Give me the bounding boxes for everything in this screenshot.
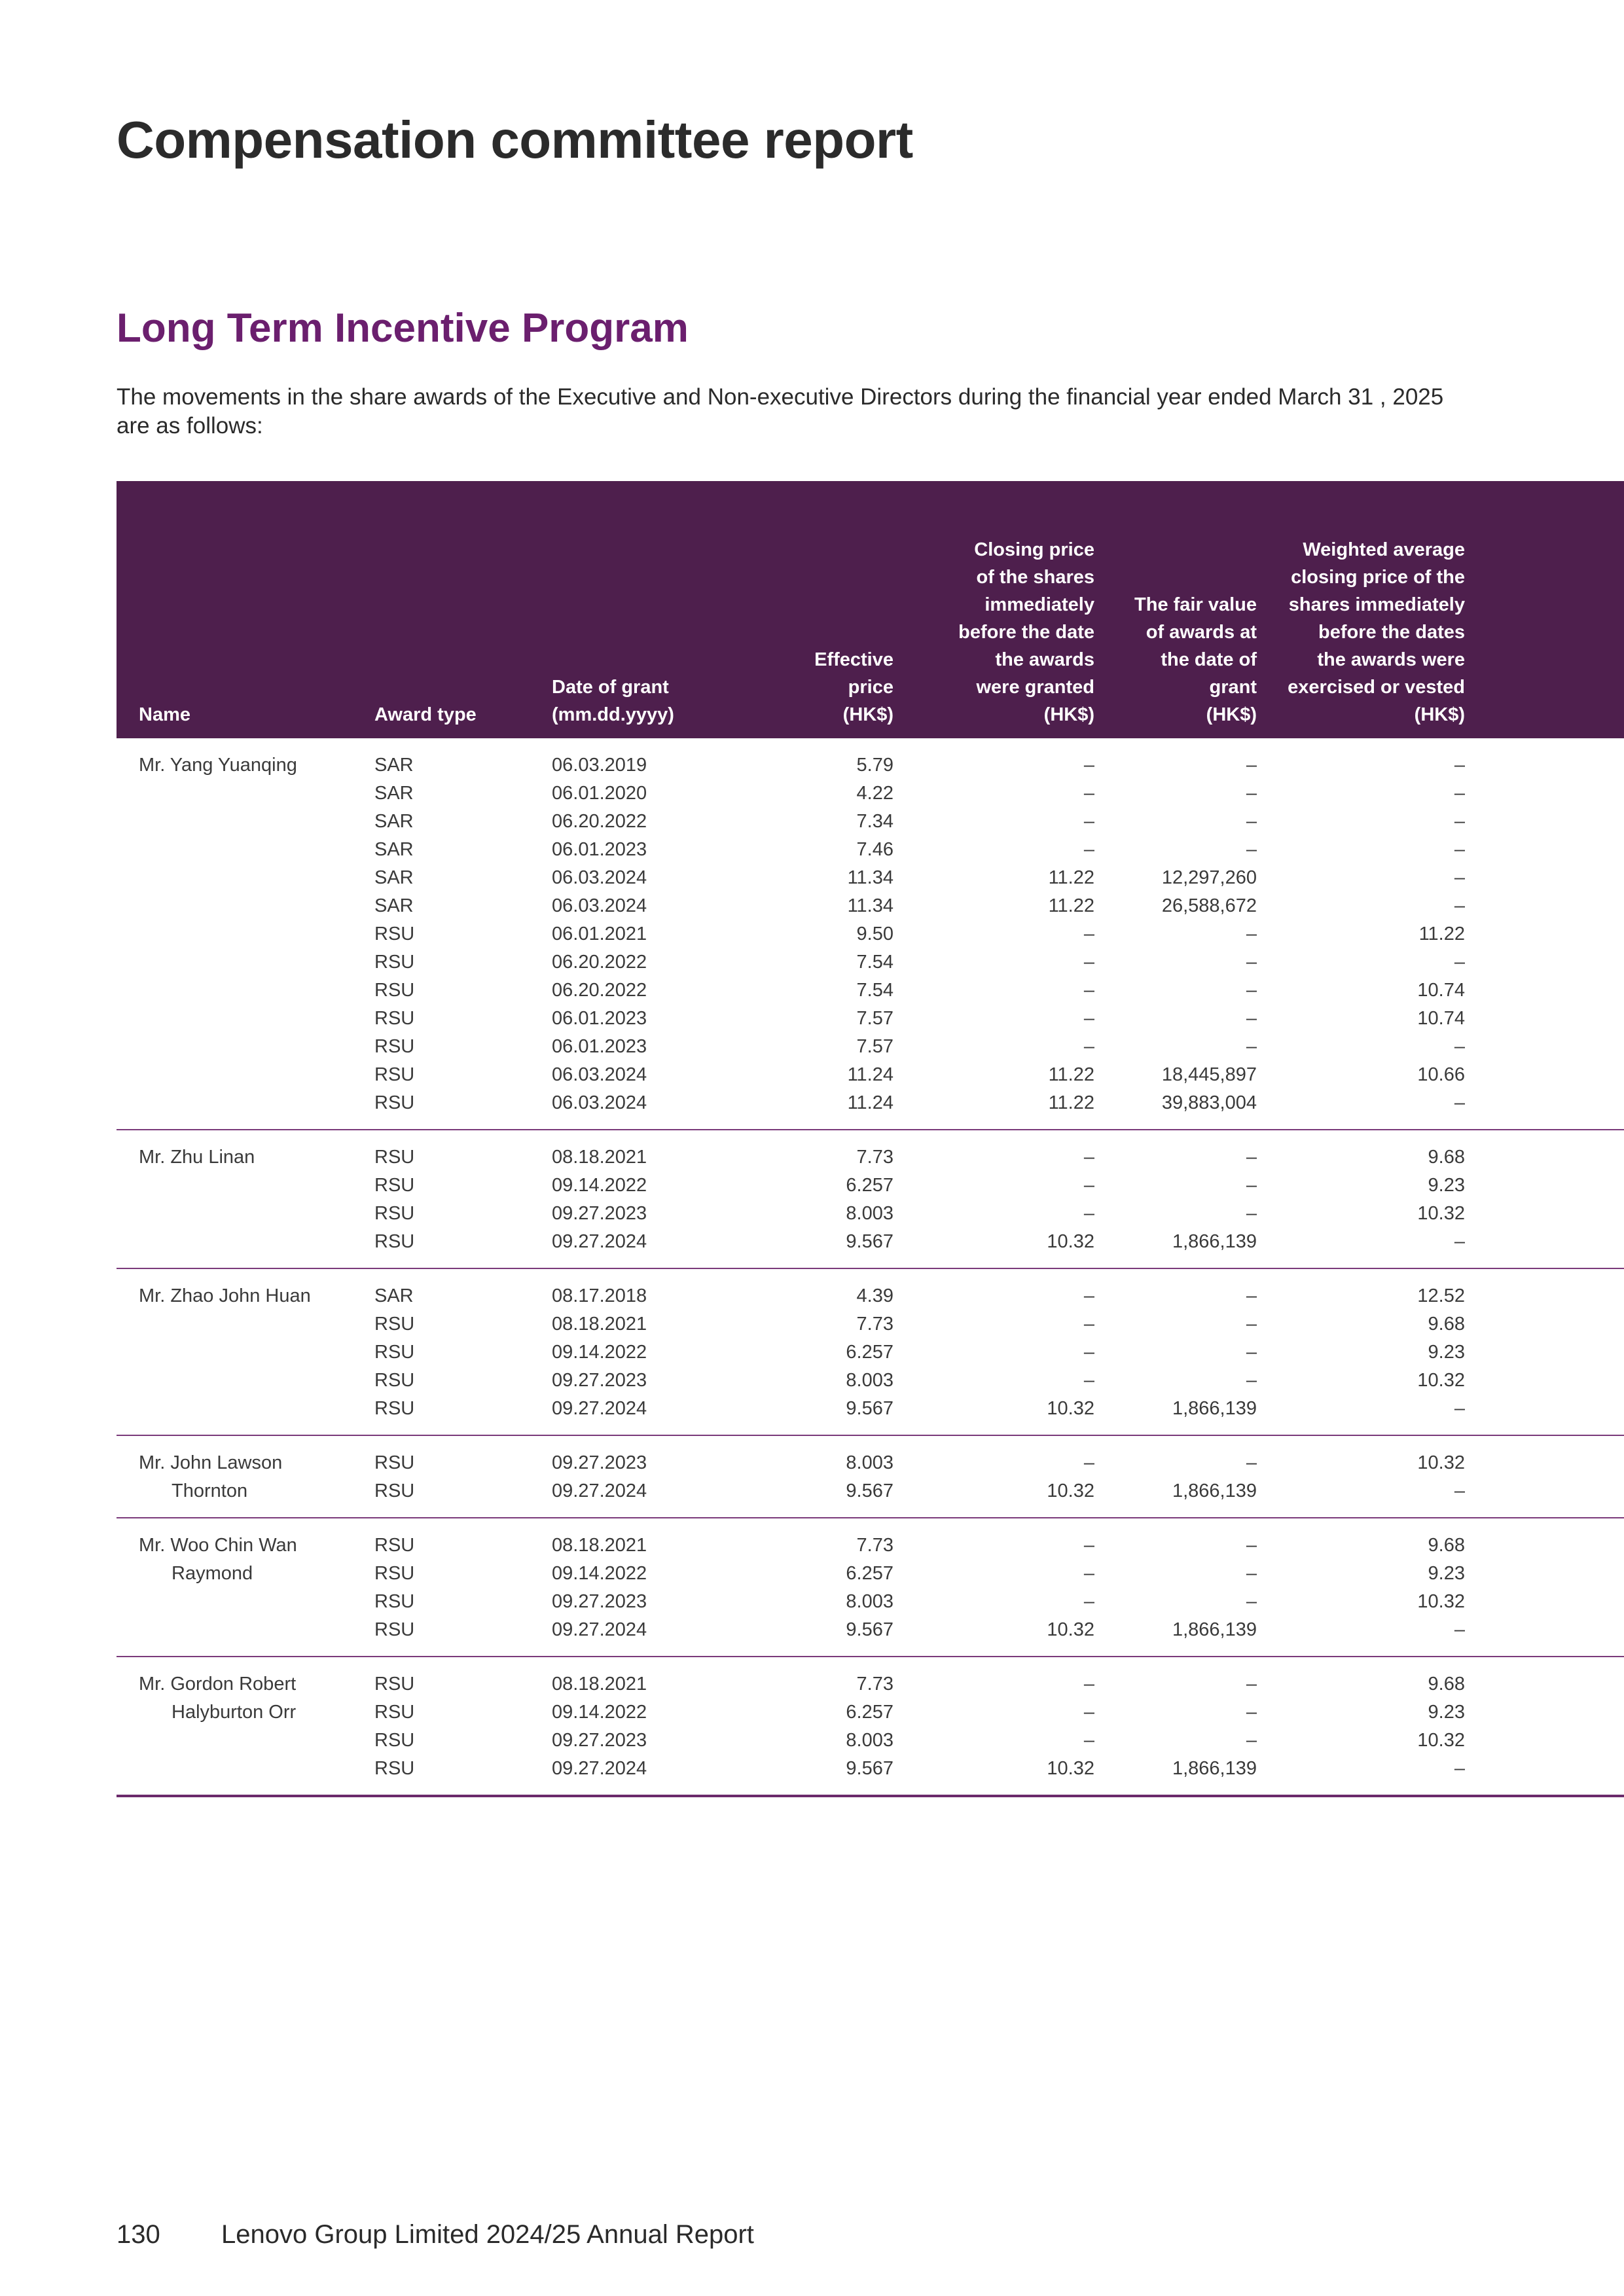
table-row	[117, 1698, 1624, 1727]
closing-price-cell: –	[1083, 1563, 1094, 1584]
director-name-line2: Raymond	[171, 1563, 253, 1584]
fair-value-cell: –	[1246, 1370, 1257, 1391]
effective-price-cell: 9.567	[846, 1480, 893, 1501]
effective-price-cell: 6.257	[846, 1702, 893, 1723]
effective-price-cell: 9.567	[846, 1619, 893, 1640]
table-row	[117, 1061, 1624, 1089]
grant-date-cell: 08.18.2021	[552, 1147, 647, 1168]
grant-date-cell: 09.27.2023	[552, 1591, 647, 1612]
weighted-average-cell: 12.52	[1417, 1285, 1465, 1306]
grant-date-cell: 09.27.2023	[552, 1730, 647, 1751]
closing-price-cell: 10.32	[1047, 1619, 1094, 1640]
award-type-cell: RSU	[374, 1398, 415, 1419]
fair-value-cell: –	[1246, 1730, 1257, 1751]
table-row	[117, 1172, 1624, 1200]
closing-price-cell: –	[1083, 1285, 1094, 1306]
award-type-cell: RSU	[374, 1342, 415, 1363]
effective-price-cell: 9.567	[846, 1398, 893, 1419]
closing-price-cell: –	[1083, 1147, 1094, 1168]
effective-price-cell: 4.39	[856, 1285, 893, 1306]
fair-value-cell: –	[1246, 1674, 1257, 1695]
closing-price-cell: –	[1083, 1535, 1094, 1556]
page-footer	[117, 2220, 754, 2250]
grant-date-cell: 06.03.2024	[552, 867, 647, 888]
grant-date-cell: 06.03.2024	[552, 895, 647, 916]
award-type-cell: RSU	[374, 924, 415, 944]
table-row	[117, 1228, 1624, 1256]
table-row	[117, 808, 1624, 836]
header-date-of-grant: Date of grant (mm.dd.yyyy)	[552, 677, 674, 725]
award-type-cell: RSU	[374, 1758, 415, 1779]
fair-value-cell: 1,866,139	[1172, 1231, 1257, 1252]
weighted-average-cell: –	[1454, 1231, 1465, 1252]
closing-price-cell: –	[1083, 1036, 1094, 1057]
grant-date-cell: 09.27.2023	[552, 1452, 647, 1473]
effective-price-cell: 7.73	[856, 1314, 893, 1335]
fair-value-cell: 26,588,672	[1161, 895, 1257, 916]
weighted-average-cell: 9.68	[1428, 1314, 1465, 1335]
table-row	[117, 892, 1624, 920]
award-type-cell: SAR	[374, 895, 414, 916]
fair-value-cell: –	[1246, 839, 1257, 860]
fair-value-cell: 12,297,260	[1161, 867, 1257, 888]
grant-date-cell: 09.14.2022	[552, 1563, 647, 1584]
table-row	[117, 1367, 1624, 1395]
award-type-cell: RSU	[374, 1535, 415, 1556]
weighted-average-cell: –	[1454, 1758, 1465, 1779]
table-row	[117, 1616, 1624, 1644]
closing-price-cell: –	[1083, 1314, 1094, 1335]
fair-value-cell: –	[1246, 1563, 1257, 1584]
weighted-average-cell: 10.74	[1417, 1008, 1465, 1029]
award-type-cell: RSU	[374, 1563, 415, 1584]
grant-date-cell: 06.03.2024	[552, 1064, 647, 1085]
table-row	[117, 977, 1624, 1005]
director-group	[117, 1657, 1624, 1797]
effective-price-cell: 7.73	[856, 1147, 893, 1168]
grant-date-cell: 09.27.2024	[552, 1480, 647, 1501]
fair-value-cell: –	[1246, 1285, 1257, 1306]
grant-date-cell: 06.20.2022	[552, 952, 647, 973]
closing-price-cell: –	[1083, 755, 1094, 776]
fair-value-cell: –	[1246, 1702, 1257, 1723]
fair-value-cell: –	[1246, 783, 1257, 804]
header-effective-price: Effective price (HK$)	[814, 649, 893, 725]
award-type-cell: RSU	[374, 1452, 415, 1473]
effective-price-cell: 6.257	[846, 1342, 893, 1363]
weighted-average-cell: 10.32	[1417, 1730, 1465, 1751]
table-row	[117, 1089, 1624, 1117]
grant-date-cell: 09.27.2024	[552, 1231, 647, 1252]
grant-date-cell: 06.20.2022	[552, 980, 647, 1001]
closing-price-cell: 11.22	[1048, 1092, 1094, 1113]
header-name: Name	[139, 704, 190, 725]
fair-value-cell: –	[1246, 1342, 1257, 1363]
effective-price-cell: 5.79	[856, 755, 893, 776]
weighted-average-cell: –	[1454, 867, 1465, 888]
fair-value-cell: –	[1246, 1203, 1257, 1224]
director-name-line2: Thornton	[171, 1480, 248, 1501]
director-group	[117, 1436, 1624, 1518]
effective-price-cell: 7.57	[856, 1008, 893, 1029]
table-row	[117, 1477, 1624, 1505]
closing-price-cell: 10.32	[1047, 1480, 1094, 1501]
weighted-average-cell: 9.23	[1428, 1175, 1465, 1196]
fair-value-cell: –	[1246, 1036, 1257, 1057]
award-type-cell: RSU	[374, 1036, 415, 1057]
header-fair-value: The fair value of awards at the date of grant (HK$)	[1134, 594, 1257, 725]
effective-price-cell: 8.003	[846, 1370, 893, 1391]
section-title: Long Term Incentive Program	[117, 306, 689, 351]
weighted-average-cell: 10.32	[1417, 1591, 1465, 1612]
table-row	[117, 948, 1624, 977]
effective-price-cell: 9.567	[846, 1758, 893, 1779]
closing-price-cell: –	[1083, 1452, 1094, 1473]
weighted-average-cell: –	[1454, 1092, 1465, 1113]
table-row	[117, 1282, 1624, 1310]
grant-date-cell: 09.14.2022	[552, 1342, 647, 1363]
fair-value-cell: –	[1246, 1535, 1257, 1556]
closing-price-cell: –	[1083, 1175, 1094, 1196]
closing-price-cell: –	[1083, 1591, 1094, 1612]
closing-price-cell: –	[1083, 924, 1094, 944]
effective-price-cell: 6.257	[846, 1175, 893, 1196]
effective-price-cell: 4.22	[856, 783, 893, 804]
award-type-cell: RSU	[374, 1092, 415, 1113]
table-row	[117, 1727, 1624, 1755]
weighted-average-cell: –	[1454, 839, 1465, 860]
award-type-cell: RSU	[374, 1370, 415, 1391]
effective-price-cell: 7.46	[856, 839, 893, 860]
header-closing-price: Closing price of the shares immediately before the date the awards were granted (HK$)	[958, 539, 1094, 725]
weighted-average-cell: 10.66	[1417, 1064, 1465, 1085]
fair-value-cell: –	[1246, 1008, 1257, 1029]
grant-date-cell: 08.18.2021	[552, 1535, 647, 1556]
award-type-cell: SAR	[374, 867, 414, 888]
table-row	[117, 1310, 1624, 1338]
director-group	[117, 1130, 1624, 1269]
table-row	[117, 751, 1624, 780]
fair-value-cell: –	[1246, 952, 1257, 973]
weighted-average-cell: 9.68	[1428, 1535, 1465, 1556]
closing-price-cell: 11.22	[1048, 895, 1094, 916]
fair-value-cell: –	[1246, 1452, 1257, 1473]
table-row	[117, 1670, 1624, 1698]
director-group	[117, 1518, 1624, 1657]
weighted-average-cell: –	[1454, 811, 1465, 832]
fair-value-cell: –	[1246, 1147, 1257, 1168]
closing-price-cell: 11.22	[1048, 1064, 1094, 1085]
weighted-average-cell: –	[1454, 1398, 1465, 1419]
fair-value-cell: –	[1246, 811, 1257, 832]
table-row	[117, 1560, 1624, 1588]
director-name-line1: Mr. Woo Chin Wan	[139, 1535, 297, 1556]
closing-price-cell: –	[1083, 839, 1094, 860]
weighted-average-cell: –	[1454, 1480, 1465, 1501]
header-weighted-average: Weighted average closing price of the shares immediately before the dates the awards were exercised or vested (HK$)	[1288, 539, 1465, 725]
award-type-cell: SAR	[374, 811, 414, 832]
table-row	[117, 920, 1624, 948]
closing-price-cell: –	[1083, 1342, 1094, 1363]
report-title: Lenovo Group Limited 2024/25 Annual Report	[221, 2220, 754, 2249]
table-row	[117, 1005, 1624, 1033]
grant-date-cell: 06.01.2023	[552, 839, 647, 860]
table-row	[117, 1588, 1624, 1616]
effective-price-cell: 6.257	[846, 1563, 893, 1584]
award-type-cell: SAR	[374, 839, 414, 860]
table-body	[117, 738, 1624, 1797]
award-type-cell: SAR	[374, 783, 414, 804]
weighted-average-cell: 9.68	[1428, 1147, 1465, 1168]
closing-price-cell: –	[1083, 1702, 1094, 1723]
fair-value-cell: 39,883,004	[1161, 1092, 1257, 1113]
effective-price-cell: 11.24	[847, 1092, 893, 1113]
table-row	[117, 1143, 1624, 1172]
closing-price-cell: –	[1083, 1008, 1094, 1029]
closing-price-cell: –	[1083, 1203, 1094, 1224]
effective-price-cell: 8.003	[846, 1203, 893, 1224]
table-row	[117, 1395, 1624, 1423]
effective-price-cell: 7.73	[856, 1674, 893, 1695]
table-row	[117, 836, 1624, 864]
closing-price-cell: –	[1083, 811, 1094, 832]
closing-price-cell: –	[1083, 952, 1094, 973]
grant-date-cell: 06.01.2023	[552, 1036, 647, 1057]
effective-price-cell: 7.73	[856, 1535, 893, 1556]
fair-value-cell: –	[1246, 755, 1257, 776]
effective-price-cell: 7.57	[856, 1036, 893, 1057]
award-type-cell: RSU	[374, 1480, 415, 1501]
table-row	[117, 1033, 1624, 1061]
effective-price-cell: 9.567	[846, 1231, 893, 1252]
weighted-average-cell: –	[1454, 1619, 1465, 1640]
closing-price-cell: –	[1083, 980, 1094, 1001]
weighted-average-cell: 10.32	[1417, 1452, 1465, 1473]
fair-value-cell: 1,866,139	[1172, 1758, 1257, 1779]
table-row	[117, 1532, 1624, 1560]
award-type-cell: RSU	[374, 1175, 415, 1196]
award-type-cell: SAR	[374, 1285, 414, 1306]
award-type-cell: RSU	[374, 1231, 415, 1252]
grant-date-cell: 06.01.2023	[552, 1008, 647, 1029]
grant-date-cell: 06.20.2022	[552, 811, 647, 832]
award-type-cell: RSU	[374, 1730, 415, 1751]
director-name-line2: Halyburton Orr	[171, 1702, 297, 1723]
effective-price-cell: 11.34	[847, 867, 893, 888]
closing-price-cell: 10.32	[1047, 1758, 1094, 1779]
award-type-cell: RSU	[374, 1147, 415, 1168]
fair-value-cell: 18,445,897	[1161, 1064, 1257, 1085]
table-row	[117, 1755, 1624, 1783]
grant-date-cell: 08.17.2018	[552, 1285, 647, 1306]
fair-value-cell: 1,866,139	[1172, 1480, 1257, 1501]
weighted-average-cell: –	[1454, 783, 1465, 804]
weighted-average-cell: 11.22	[1418, 924, 1465, 944]
grant-date-cell: 06.03.2019	[552, 755, 647, 776]
fair-value-cell: 1,866,139	[1172, 1619, 1257, 1640]
weighted-average-cell: 9.68	[1428, 1674, 1465, 1695]
closing-price-cell: –	[1083, 1370, 1094, 1391]
weighted-average-cell: 9.23	[1428, 1702, 1465, 1723]
weighted-average-cell: –	[1454, 1036, 1465, 1057]
fair-value-cell: 1,866,139	[1172, 1398, 1257, 1419]
table-row	[117, 1338, 1624, 1367]
page-title: Compensation committee report	[117, 111, 913, 169]
grant-date-cell: 09.27.2023	[552, 1203, 647, 1224]
closing-price-cell: 11.22	[1048, 867, 1094, 888]
effective-price-cell: 7.34	[856, 811, 893, 832]
director-name-line1: Mr. Zhu Linan	[139, 1147, 255, 1168]
page-number: 130	[117, 2220, 160, 2249]
grant-date-cell: 06.01.2020	[552, 783, 647, 804]
grant-date-cell: 09.27.2024	[552, 1758, 647, 1779]
effective-price-cell: 8.003	[846, 1452, 893, 1473]
table-header	[117, 481, 1624, 738]
closing-price-cell: –	[1083, 783, 1094, 804]
director-name-line1: Mr. Yang Yuanqing	[139, 755, 297, 776]
weighted-average-cell: 10.32	[1417, 1370, 1465, 1391]
fair-value-cell: –	[1246, 980, 1257, 1001]
closing-price-cell: –	[1083, 1730, 1094, 1751]
header-award-type: Award type	[374, 704, 477, 725]
director-name-line1: Mr. Zhao John Huan	[139, 1285, 311, 1306]
award-type-cell: SAR	[374, 755, 414, 776]
award-type-cell: RSU	[374, 1008, 415, 1029]
intro-paragraph: The movements in the share awards of the Executive and Non-executive Directors during the financial year ended March 31 , 2025 are as follows:	[117, 384, 1444, 439]
grant-date-cell: 09.14.2022	[552, 1175, 647, 1196]
weighted-average-cell: –	[1454, 952, 1465, 973]
grant-date-cell: 08.18.2021	[552, 1674, 647, 1695]
award-type-cell: RSU	[374, 1314, 415, 1335]
award-type-cell: RSU	[374, 1702, 415, 1723]
grant-date-cell: 06.01.2021	[552, 924, 647, 944]
fair-value-cell: –	[1246, 924, 1257, 944]
share-awards-table	[117, 481, 1624, 1797]
award-type-cell: RSU	[374, 952, 415, 973]
effective-price-cell: 7.54	[856, 980, 893, 1001]
table-row	[117, 1200, 1624, 1228]
award-type-cell: RSU	[374, 1674, 415, 1695]
grant-date-cell: 06.03.2024	[552, 1092, 647, 1113]
award-type-cell: RSU	[374, 980, 415, 1001]
fair-value-cell: –	[1246, 1175, 1257, 1196]
director-name-line1: Mr. John Lawson	[139, 1452, 283, 1473]
effective-price-cell: 11.34	[847, 895, 893, 916]
grant-date-cell: 09.27.2023	[552, 1370, 647, 1391]
weighted-average-cell: 10.32	[1417, 1203, 1465, 1224]
award-type-cell: RSU	[374, 1203, 415, 1224]
weighted-average-cell: –	[1454, 895, 1465, 916]
weighted-average-cell: 9.23	[1428, 1342, 1465, 1363]
weighted-average-cell: 10.74	[1417, 980, 1465, 1001]
effective-price-cell: 8.003	[846, 1591, 893, 1612]
director-group	[117, 1269, 1624, 1436]
closing-price-cell: 10.32	[1047, 1398, 1094, 1419]
weighted-average-cell: 9.23	[1428, 1563, 1465, 1584]
table-row	[117, 1449, 1624, 1477]
closing-price-cell: 10.32	[1047, 1231, 1094, 1252]
effective-price-cell: 8.003	[846, 1730, 893, 1751]
director-group	[117, 738, 1624, 1130]
grant-date-cell: 09.14.2022	[552, 1702, 647, 1723]
fair-value-cell: –	[1246, 1314, 1257, 1335]
closing-price-cell: –	[1083, 1674, 1094, 1695]
table-row	[117, 864, 1624, 892]
effective-price-cell: 7.54	[856, 952, 893, 973]
grant-date-cell: 08.18.2021	[552, 1314, 647, 1335]
fair-value-cell: –	[1246, 1591, 1257, 1612]
award-type-cell: RSU	[374, 1619, 415, 1640]
effective-price-cell: 11.24	[847, 1064, 893, 1085]
weighted-average-cell: –	[1454, 755, 1465, 776]
effective-price-cell: 9.50	[856, 924, 893, 944]
award-type-cell: RSU	[374, 1064, 415, 1085]
table-row	[117, 780, 1624, 808]
grant-date-cell: 09.27.2024	[552, 1619, 647, 1640]
award-type-cell: RSU	[374, 1591, 415, 1612]
grant-date-cell: 09.27.2024	[552, 1398, 647, 1419]
director-name-line1: Mr. Gordon Robert	[139, 1674, 297, 1695]
